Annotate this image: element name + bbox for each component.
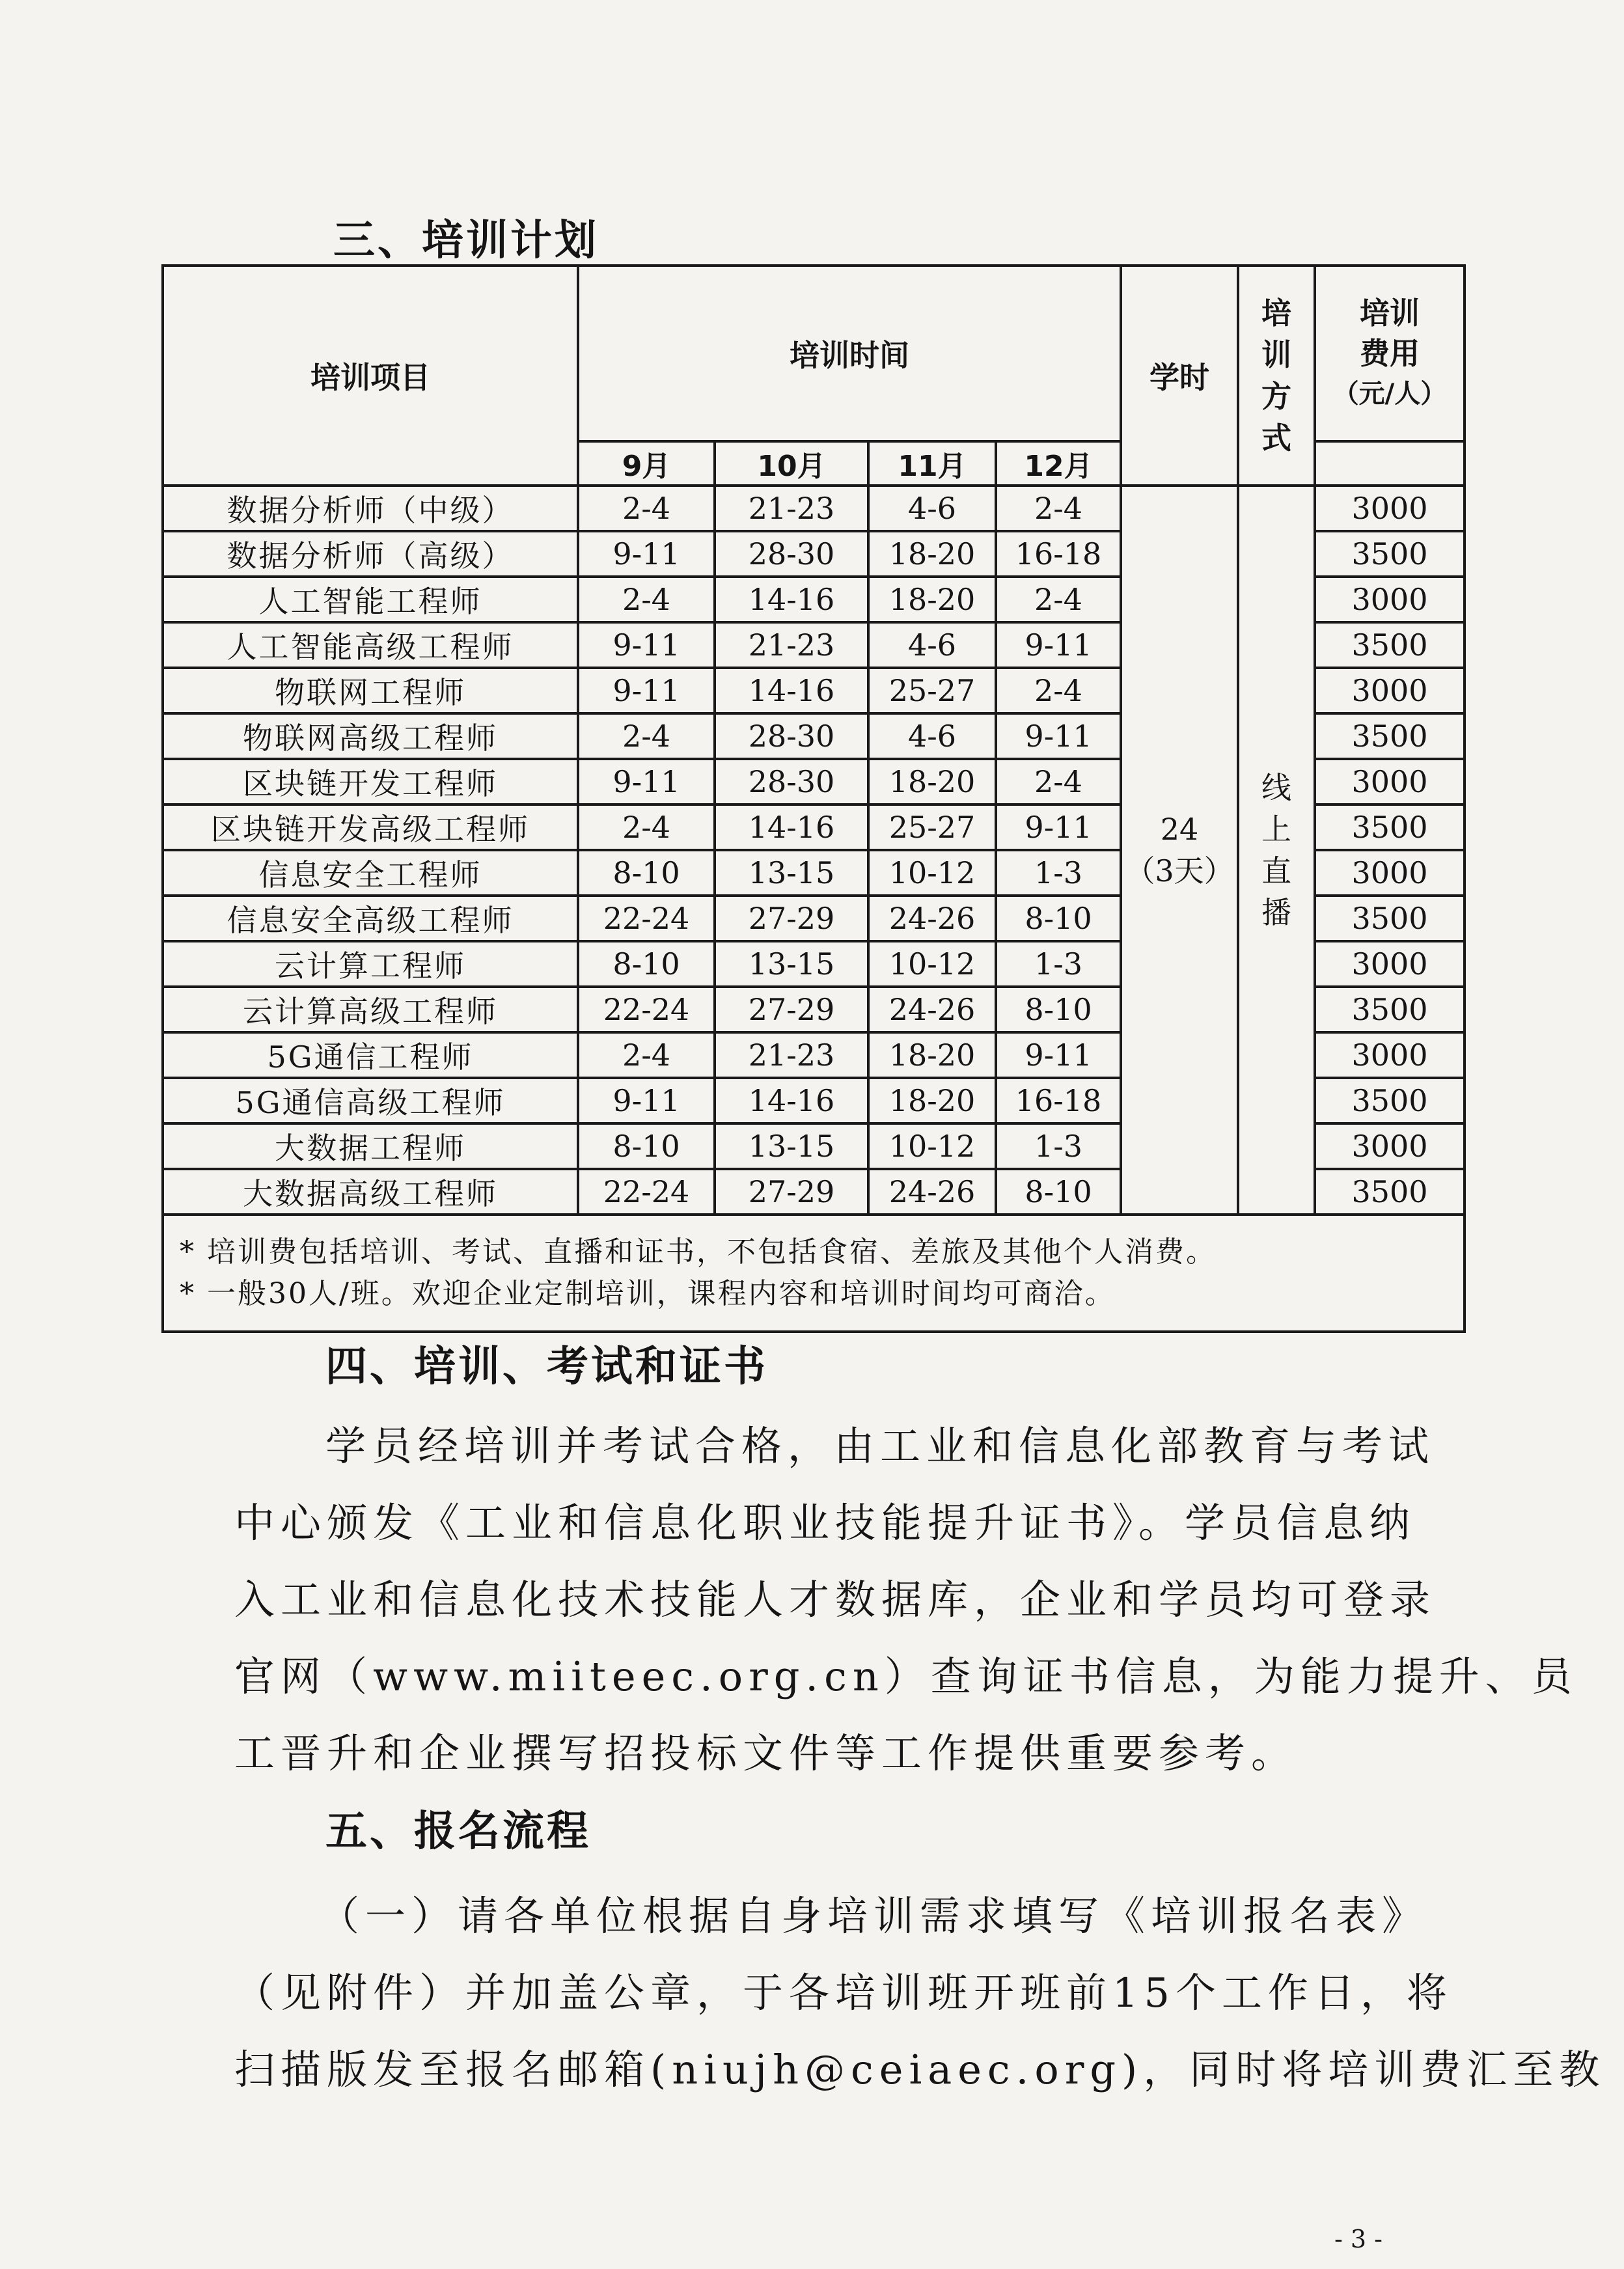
month-10-dates: 21-23 — [715, 622, 868, 668]
fee: 3500 — [1315, 713, 1465, 759]
fee: 3500 — [1315, 896, 1465, 941]
method-char: 直 — [1261, 853, 1291, 888]
month-9-dates: 8-10 — [578, 850, 715, 896]
paragraph-line: 扫描版发至报名邮箱(niujh@ceiaec.org)，同时将培训费汇至教 — [234, 2046, 1606, 2093]
course-name: 人工智能高级工程师 — [163, 622, 578, 668]
section-heading-registration: 五、报名流程 — [325, 1808, 591, 1856]
paragraph-line: 工晋升和企业撰写招投标文件等工作提供重要参考。 — [234, 1729, 1298, 1777]
course-name: 信息安全高级工程师 — [163, 896, 578, 941]
month-12-dates: 8-10 — [996, 987, 1121, 1032]
month-10-dates: 27-29 — [715, 1169, 868, 1215]
paragraph-line: 中心颁发《工业和信息化职业技能提升证书》。学员信息纳 — [234, 1499, 1416, 1547]
course-name: 区块链开发高级工程师 — [163, 804, 578, 850]
method-cell — [1238, 486, 1315, 1215]
course-name: 5G通信高级工程师 — [163, 1078, 578, 1123]
course-name: 云计算高级工程师 — [163, 987, 578, 1032]
month-11-dates: 24-26 — [868, 987, 996, 1032]
fee: 3000 — [1315, 1123, 1465, 1169]
page-number: - 3 - — [1334, 2225, 1383, 2253]
method-char: 线 — [1261, 770, 1291, 805]
month-10-dates: 21-23 — [715, 1032, 868, 1078]
month-11-dates: 18-20 — [868, 1078, 996, 1123]
header-month-12: 12月 — [996, 441, 1121, 486]
month-9-dates: 2-4 — [578, 804, 715, 850]
paragraph-line: 学员经培训并考试合格，由工业和信息化部教育与考试 — [325, 1422, 1435, 1470]
fee: 3000 — [1315, 850, 1465, 896]
paragraph-line: 入工业和信息化技术技能人才数据库，企业和学员均可登录 — [234, 1576, 1437, 1623]
month-10-dates: 13-15 — [715, 1123, 868, 1169]
fee: 3500 — [1315, 1078, 1465, 1123]
fee: 3000 — [1315, 1032, 1465, 1078]
note-line: * 培训费包括培训、考试、直播和证书，不包括食宿、差旅及其他个人消费。 — [180, 1235, 1217, 1269]
month-12-dates: 9-11 — [996, 1032, 1121, 1078]
month-10-dates: 13-15 — [715, 850, 868, 896]
header-month-10: 10月 — [715, 441, 868, 486]
hours-days: （3天） — [1125, 853, 1234, 888]
course-name: 云计算工程师 — [163, 941, 578, 987]
month-11-dates: 10-12 — [868, 850, 996, 896]
course-name: 人工智能工程师 — [163, 577, 578, 622]
month-10-dates: 28-30 — [715, 713, 868, 759]
header-hours: 学时 — [1121, 266, 1238, 486]
fee: 3000 — [1315, 577, 1465, 622]
hours-value: 24 — [1160, 812, 1199, 847]
month-9-dates: 9-11 — [578, 1078, 715, 1123]
month-12-dates: 8-10 — [996, 1169, 1121, 1215]
month-12-dates: 9-11 — [996, 622, 1121, 668]
course-name: 数据分析师（中级） — [163, 486, 578, 531]
month-10-dates: 28-30 — [715, 759, 868, 804]
course-name: 5G通信工程师 — [163, 1032, 578, 1078]
month-11-dates: 25-27 — [868, 668, 996, 713]
month-9-dates: 9-11 — [578, 759, 715, 804]
month-9-dates: 2-4 — [578, 577, 715, 622]
section-heading-certificate: 四、培训、考试和证书 — [325, 1343, 768, 1391]
month-11-dates: 4-6 — [868, 486, 996, 531]
month-12-dates: 9-11 — [996, 713, 1121, 759]
month-11-dates: 4-6 — [868, 622, 996, 668]
course-name: 物联网工程师 — [163, 668, 578, 713]
month-12-dates: 16-18 — [996, 1078, 1121, 1123]
month-11-dates: 18-20 — [868, 1032, 996, 1078]
month-10-dates: 21-23 — [715, 486, 868, 531]
hours-cell — [1121, 486, 1238, 1215]
month-9-dates: 22-24 — [578, 896, 715, 941]
fee: 3500 — [1315, 987, 1465, 1032]
month-12-dates: 9-11 — [996, 804, 1121, 850]
header-fee-blank — [1315, 441, 1465, 486]
month-12-dates: 8-10 — [996, 896, 1121, 941]
month-10-dates: 13-15 — [715, 941, 868, 987]
header-time: 培训时间 — [578, 266, 1121, 441]
course-name: 数据分析师（高级） — [163, 531, 578, 577]
fee: 3000 — [1315, 759, 1465, 804]
month-10-dates: 14-16 — [715, 668, 868, 713]
month-11-dates: 4-6 — [868, 713, 996, 759]
course-name: 物联网高级工程师 — [163, 713, 578, 759]
fee: 3000 — [1315, 668, 1465, 713]
header-method: 培 训 方 式 — [1238, 266, 1315, 486]
fee: 3500 — [1315, 804, 1465, 850]
month-11-dates: 18-20 — [868, 577, 996, 622]
training-plan-table — [161, 264, 1466, 1333]
month-9-dates: 22-24 — [578, 987, 715, 1032]
fee: 3500 — [1315, 1169, 1465, 1215]
month-10-dates: 14-16 — [715, 577, 868, 622]
month-12-dates: 2-4 — [996, 759, 1121, 804]
course-name: 信息安全工程师 — [163, 850, 578, 896]
month-9-dates: 9-11 — [578, 622, 715, 668]
month-12-dates: 1-3 — [996, 941, 1121, 987]
header-fee: 培训 费用 （元/人） — [1315, 266, 1465, 441]
course-name: 大数据高级工程师 — [163, 1169, 578, 1215]
month-9-dates: 8-10 — [578, 941, 715, 987]
course-name: 大数据工程师 — [163, 1123, 578, 1169]
month-9-dates: 8-10 — [578, 1123, 715, 1169]
month-11-dates: 18-20 — [868, 531, 996, 577]
paragraph-line: （一）请各单位根据自身培训需求填写《培训报名表》 — [319, 1892, 1429, 1940]
month-11-dates: 25-27 — [868, 804, 996, 850]
month-9-dates: 2-4 — [578, 486, 715, 531]
month-12-dates: 1-3 — [996, 1123, 1121, 1169]
fee: 3000 — [1315, 486, 1465, 531]
header-month-9: 9月 — [578, 441, 715, 486]
month-10-dates: 27-29 — [715, 896, 868, 941]
month-12-dates: 2-4 — [996, 668, 1121, 713]
month-11-dates: 18-20 — [868, 759, 996, 804]
month-12-dates: 2-4 — [996, 486, 1121, 531]
table-row — [163, 486, 1465, 531]
note-line: * 一般30人/班。欢迎企业定制培训，课程内容和培训时间均可商洽。 — [180, 1277, 1116, 1310]
month-10-dates: 14-16 — [715, 804, 868, 850]
month-10-dates: 14-16 — [715, 1078, 868, 1123]
method-char: 上 — [1261, 812, 1291, 847]
fee: 3500 — [1315, 622, 1465, 668]
course-name: 区块链开发工程师 — [163, 759, 578, 804]
month-9-dates: 9-11 — [578, 668, 715, 713]
table-notes — [163, 1215, 1465, 1332]
month-9-dates: 22-24 — [578, 1169, 715, 1215]
method-char: 播 — [1261, 895, 1291, 930]
month-10-dates: 27-29 — [715, 987, 868, 1032]
month-12-dates: 2-4 — [996, 577, 1121, 622]
month-12-dates: 16-18 — [996, 531, 1121, 577]
fee: 3500 — [1315, 531, 1465, 577]
month-12-dates: 1-3 — [996, 850, 1121, 896]
month-11-dates: 10-12 — [868, 941, 996, 987]
fee: 3000 — [1315, 941, 1465, 987]
month-11-dates: 24-26 — [868, 1169, 996, 1215]
month-11-dates: 10-12 — [868, 1123, 996, 1169]
month-9-dates: 9-11 — [578, 531, 715, 577]
paragraph-line: （见附件）并加盖公章，于各培训班开班前15个工作日，将 — [234, 1969, 1453, 2016]
section-heading-training-plan: 三、培训计划 — [333, 217, 599, 265]
month-11-dates: 24-26 — [868, 896, 996, 941]
header-month-11: 11月 — [868, 441, 996, 486]
month-9-dates: 2-4 — [578, 713, 715, 759]
month-9-dates: 2-4 — [578, 1032, 715, 1078]
paragraph-line: 官网（www.miiteec.org.cn）查询证书信息，为能力提升、员 — [234, 1653, 1578, 1700]
month-10-dates: 28-30 — [715, 531, 868, 577]
header-project: 培训项目 — [163, 266, 578, 486]
